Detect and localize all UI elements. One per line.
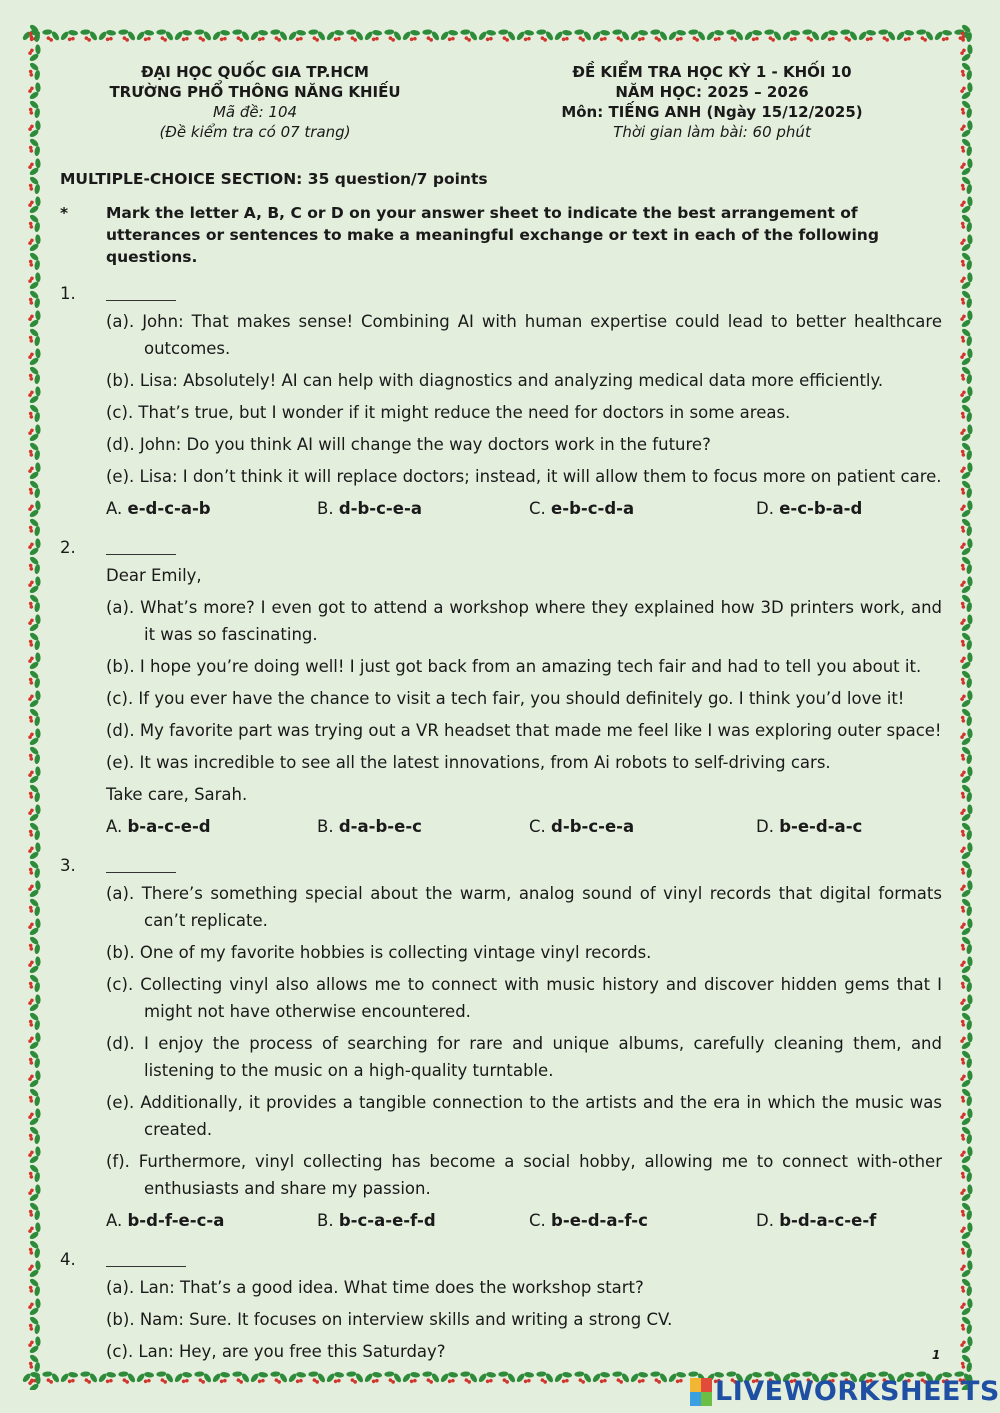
holly-sprig-icon [25, 1276, 43, 1299]
choice-b[interactable]: B. d-a-b-e-c [317, 817, 422, 836]
holly-sprig-icon [77, 1367, 100, 1386]
answer-choices [60, 495, 942, 522]
question-item: (d). John: Do you think AI will change the way doctors work in the future? [106, 435, 711, 454]
holly-sprig-icon [609, 1367, 632, 1386]
question-item: (e). It was incredible to see all the latest innovations, from Ai robots to self-driving cars. [106, 753, 831, 772]
holly-sprig-icon [957, 611, 976, 634]
liveworksheets-logo [690, 1376, 1000, 1407]
holly-sprig-icon [957, 535, 976, 558]
holly-sprig-icon [400, 1368, 423, 1386]
holly-sprig-icon [25, 801, 44, 824]
holly-sprig-icon [25, 1352, 43, 1375]
letter-greeting: Dear Emily, [106, 566, 202, 585]
holly-sprig-icon [957, 1124, 975, 1147]
holly-sprig-icon [856, 26, 879, 44]
holly-sprig-icon [115, 1367, 138, 1386]
holly-sprig-icon [25, 212, 43, 235]
holly-sprig-icon [742, 26, 765, 44]
holly-sprig-icon [96, 26, 119, 44]
holly-sprig-icon [267, 1367, 290, 1386]
holly-sprig-icon [957, 649, 976, 672]
holly-sprig-icon [25, 649, 44, 672]
holly-sprig-icon [957, 269, 976, 292]
holly-sprig-icon [25, 136, 43, 159]
holly-sprig-icon [957, 98, 975, 121]
holly-sprig-icon [25, 763, 44, 786]
holly-sprig-icon [134, 26, 157, 44]
holly-sprig-icon [957, 782, 975, 805]
answer-blank[interactable] [106, 1251, 186, 1267]
holly-sprig-icon [25, 41, 44, 64]
holly-sprig-icon [514, 26, 537, 44]
holly-sprig-icon [115, 25, 138, 44]
holly-sprig-icon [362, 1368, 385, 1386]
holly-sprig-icon [957, 383, 976, 406]
holly-sprig-icon [153, 25, 176, 44]
holly-sprig-icon [957, 155, 976, 178]
holly-sprig-icon [957, 326, 975, 349]
holly-sprig-icon [957, 24, 975, 45]
question-item: (b). I hope you’re doing well! I just got back from an amazing tech fair and had to tell you about it. [106, 657, 922, 676]
holly-sprig-icon [476, 1368, 499, 1386]
question-3 [60, 850, 942, 1234]
holly-sprig-icon [957, 117, 976, 140]
choice-d[interactable]: D. b-e-d-a-c [756, 817, 863, 836]
holly-sprig-icon [25, 516, 43, 539]
holly-sprig-icon [957, 1352, 975, 1375]
holly-sprig-icon [957, 516, 975, 539]
liveworksheets-wordmark: LIVEWORKSHEETS [715, 1376, 1000, 1407]
holly-sprig-icon [25, 1105, 44, 1128]
holly-sprig-icon [25, 326, 43, 349]
holly-sprig-icon [913, 25, 936, 44]
holly-sprig-icon [25, 611, 44, 634]
holly-sprig-icon [957, 1314, 975, 1337]
holly-sprig-icon [96, 1368, 119, 1386]
holly-sprig-icon [957, 250, 975, 273]
holly-sprig-icon [381, 1367, 404, 1386]
holly-sprig-icon [957, 1238, 975, 1261]
holly-sprig-icon [685, 25, 708, 44]
holly-sprig-icon [957, 364, 975, 387]
holly-sprig-icon [362, 26, 385, 44]
question-item: (c). If you ever have the chance to visit a tech fair, you should definitely go. I think you’d love it! [106, 689, 905, 708]
question-item: (c). Collecting vinyl also allows me to connect with music history and discover hidden gems that I might not have otherwise encountered. [106, 975, 942, 1021]
holly-sprig-icon [25, 24, 43, 45]
holly-sprig-icon [25, 1029, 44, 1052]
holly-sprig-icon [25, 60, 43, 83]
holly-sprig-icon [628, 1368, 651, 1386]
answer-blank[interactable] [106, 539, 176, 555]
holly-sprig-icon [780, 26, 803, 44]
question-number: 3. [60, 855, 76, 875]
choice-d[interactable]: D. e-c-b-a-d [756, 499, 863, 518]
question-2 [60, 532, 942, 840]
holly-sprig-icon [25, 725, 44, 748]
answer-blank[interactable] [106, 285, 176, 301]
holly-sprig-icon [957, 1010, 975, 1033]
holly-sprig-icon [957, 1067, 976, 1090]
question-item: (e). Additionally, it provides a tangible connection to the artists and the era in which the music was created. [106, 1093, 942, 1139]
holly-sprig-icon [957, 1162, 975, 1185]
page-number: 1 [932, 1348, 941, 1362]
holly-sprig-icon [25, 592, 43, 615]
holly-sprig-icon [419, 1367, 442, 1386]
holly-sprig-icon [957, 1048, 975, 1071]
holly-sprig-icon [957, 1029, 976, 1052]
question-number: 1. [60, 283, 76, 303]
university-name: ĐẠI HỌC QUỐC GIA TP.HCM [141, 63, 369, 81]
holly-sprig-icon [25, 706, 43, 729]
holly-sprig-icon [25, 1219, 44, 1242]
exam-code: Mã đề: 104 [212, 103, 298, 121]
holly-sprig-icon [25, 250, 43, 273]
holly-sprig-icon [723, 25, 746, 44]
holly-sprig-icon [495, 1367, 518, 1386]
holly-sprig-icon [25, 1333, 44, 1356]
holly-sprig-icon [957, 839, 976, 862]
holly-sprig-icon [894, 26, 917, 44]
holly-border-left [22, 24, 46, 1390]
holly-sprig-icon [957, 630, 975, 653]
holly-sprig-icon [25, 1371, 44, 1390]
holly-sprig-icon [609, 25, 632, 44]
answer-choices [60, 813, 942, 840]
holly-sprig-icon [25, 459, 44, 482]
holly-sprig-icon [25, 782, 43, 805]
holly-sprig-icon [25, 1200, 43, 1223]
holly-sprig-icon [77, 25, 100, 44]
holly-sprig-icon [957, 1200, 975, 1223]
instruction-marker: * [60, 204, 69, 222]
holly-sprig-icon [957, 934, 975, 957]
holly-sprig-icon [58, 1368, 81, 1386]
holly-sprig-icon [25, 744, 43, 767]
pages-note: (Đề kiểm tra có 07 trang) [159, 123, 351, 141]
holly-sprig-icon [704, 26, 727, 44]
holly-sprig-icon [957, 820, 975, 843]
holly-sprig-icon [957, 41, 976, 64]
holly-sprig-icon [25, 1314, 43, 1337]
choice-a[interactable]: A. b-d-f-e-c-a [106, 1211, 225, 1230]
question-item: (a). John: That makes sense! Combining AI with human expertise could lead to better healthcare outcomes. [106, 312, 942, 358]
holly-sprig-icon [305, 1367, 328, 1386]
holly-sprig-icon [438, 26, 461, 44]
exam-page [60, 58, 942, 1370]
instruction-text: Mark the letter A, B, C or D on your answer sheet to indicate the best arrangement of utterances or sentences to make a meaningful exchange or text in each of the following questions. [106, 204, 879, 266]
header-exam-block [522, 62, 902, 142]
holly-sprig-icon [25, 535, 44, 558]
holly-sprig-icon [25, 402, 43, 425]
holly-sprig-icon [25, 858, 43, 881]
holly-sprig-icon [25, 630, 43, 653]
holly-sprig-icon [666, 1368, 689, 1386]
holly-sprig-icon [25, 364, 43, 387]
holly-sprig-icon [25, 440, 43, 463]
question-item: (d). I enjoy the process of searching for rare and unique albums, carefully cleaning them, and listening to the music on a high-quality turntable. [106, 1034, 942, 1080]
holly-sprig-icon [957, 877, 976, 900]
header-school-block [70, 62, 440, 142]
answer-choices [60, 1207, 942, 1234]
holly-sprig-icon [25, 1124, 43, 1147]
holly-sprig-icon [25, 478, 43, 501]
holly-sprig-icon [400, 26, 423, 44]
question-item: (a). Lan: That’s a good idea. What time does the workshop start? [106, 1278, 644, 1297]
holly-sprig-icon [25, 934, 43, 957]
holly-sprig-icon [957, 991, 976, 1014]
holly-sprig-icon [571, 1367, 594, 1386]
holly-sprig-icon [286, 26, 309, 44]
holly-sprig-icon [25, 972, 43, 995]
holly-sprig-icon [957, 478, 975, 501]
holly-sprig-icon [25, 554, 43, 577]
exam-title: ĐỀ KIỂM TRA HỌC KỲ 1 - KHỐI 10 [572, 63, 852, 81]
holly-sprig-icon [495, 25, 518, 44]
holly-sprig-icon [25, 174, 43, 197]
holly-sprig-icon [324, 26, 347, 44]
question-item: (d). My favorite part was trying out a VR headset that made me feel like I was exploring outer space! [106, 721, 942, 740]
choice-a[interactable]: A. b-a-c-e-d [106, 817, 211, 836]
choice-d[interactable]: D. b-d-a-c-e-f [756, 1211, 877, 1230]
holly-sprig-icon [25, 98, 43, 121]
holly-sprig-icon [305, 25, 328, 44]
duration: Thời gian làm bài: 60 phút [613, 123, 811, 141]
question-item: (c). That’s true, but I wonder if it might reduce the need for doctors in some areas. [106, 403, 791, 422]
holly-sprig-icon [957, 1333, 976, 1356]
holly-sprig-icon [761, 25, 784, 44]
holly-sprig-icon [957, 972, 975, 995]
choice-c[interactable]: C. e-b-c-d-a [529, 499, 635, 518]
holly-sprig-icon [957, 440, 975, 463]
holly-sprig-icon [957, 554, 975, 577]
question-number: 4. [60, 1249, 76, 1269]
question-item: (b). One of my favorite hobbies is collecting vintage vinyl records. [106, 943, 652, 962]
holly-sprig-icon [25, 820, 43, 843]
holly-sprig-icon [957, 687, 976, 710]
instruction [60, 202, 942, 268]
holly-sprig-icon [343, 1367, 366, 1386]
holly-sprig-icon [286, 1368, 309, 1386]
holly-sprig-icon [957, 174, 975, 197]
holly-sprig-icon [957, 744, 975, 767]
holly-sprig-icon [837, 25, 860, 44]
holly-sprig-icon [533, 25, 556, 44]
holly-sprig-icon [957, 345, 976, 368]
holly-sprig-icon [457, 1367, 480, 1386]
holly-sprig-icon [25, 1181, 44, 1204]
choice-b[interactable]: B. d-b-c-e-a [317, 499, 422, 518]
holly-sprig-icon [25, 1257, 44, 1280]
choice-b[interactable]: B. b-c-a-e-f-d [317, 1211, 436, 1230]
holly-sprig-icon [957, 193, 976, 216]
answer-blank[interactable] [106, 857, 176, 873]
holly-sprig-icon [438, 1368, 461, 1386]
holly-sprig-icon [25, 288, 43, 311]
holly-sprig-icon [25, 193, 44, 216]
holly-sprig-icon [552, 1368, 575, 1386]
holly-sprig-icon [957, 1143, 976, 1166]
holly-sprig-icon [343, 25, 366, 44]
holly-sprig-icon [172, 26, 195, 44]
question-item: (b). Nam: Sure. It focuses on interview skills and writing a strong CV. [106, 1310, 673, 1329]
holly-sprig-icon [25, 383, 44, 406]
choice-c[interactable]: C. b-e-d-a-f-c [529, 1211, 648, 1230]
holly-sprig-icon [134, 1368, 157, 1386]
holly-sprig-icon [25, 231, 44, 254]
holly-sprig-icon [666, 26, 689, 44]
question-item: (a). There’s something special about the warm, analog sound of vinyl records that digital formats can’t replicate. [106, 884, 942, 930]
subject: Môn: TIẾNG ANH (Ngày 15/12/2025) [561, 103, 863, 121]
holly-sprig-icon [590, 1368, 613, 1386]
holly-sprig-icon [514, 1368, 537, 1386]
school-year: NĂM HỌC: 2025 – 2026 [615, 83, 809, 101]
holly-sprig-icon [957, 915, 976, 938]
holly-sprig-icon [957, 402, 975, 425]
holly-sprig-icon [172, 1368, 195, 1386]
holly-sprig-icon [25, 345, 44, 368]
holly-sprig-icon [25, 1086, 43, 1109]
question-item: (e). Lisa: I don’t think it will replace doctors; instead, it will allow them to focus more on patient care. [106, 467, 942, 486]
school-name: TRƯỜNG PHỔ THÔNG NĂNG KHIẾU [109, 83, 401, 101]
holly-sprig-icon [267, 25, 290, 44]
holly-sprig-icon [58, 26, 81, 44]
holly-sprig-icon [957, 1086, 975, 1109]
holly-sprig-icon [25, 953, 44, 976]
holly-sprig-icon [552, 26, 575, 44]
holly-sprig-icon [628, 26, 651, 44]
holly-sprig-icon [25, 421, 44, 444]
holly-sprig-icon [957, 79, 976, 102]
question-item: (a). What’s more? I even got to attend a workshop where they explained how 3D printers work, and it was so fascinating. [106, 598, 942, 644]
question-number: 2. [60, 537, 76, 557]
holly-sprig-icon [957, 497, 976, 520]
holly-sprig-icon [25, 915, 44, 938]
holly-sprig-icon [957, 592, 975, 615]
holly-sprig-icon [647, 1367, 670, 1386]
holly-sprig-icon [25, 117, 44, 140]
holly-sprig-icon [210, 26, 233, 44]
question-item: (c). Lan: Hey, are you free this Saturday? [106, 1342, 446, 1361]
holly-sprig-icon [25, 497, 44, 520]
holly-sprig-icon [25, 1238, 43, 1261]
holly-sprig-icon [25, 839, 44, 862]
holly-sprig-icon [25, 1162, 43, 1185]
holly-sprig-icon [153, 1367, 176, 1386]
section-title: MULTIPLE-CHOICE SECTION: 35 question/7 points [60, 170, 488, 188]
holly-sprig-icon [957, 421, 976, 444]
holly-sprig-icon [957, 953, 976, 976]
holly-sprig-icon [571, 25, 594, 44]
holly-sprig-icon [957, 668, 975, 691]
holly-border-right [954, 24, 978, 1390]
holly-sprig-icon [957, 1219, 976, 1242]
holly-sprig-icon [25, 269, 44, 292]
holly-sprig-icon [533, 1367, 556, 1386]
holly-sprig-icon [957, 896, 975, 919]
holly-sprig-icon [957, 1257, 976, 1280]
holly-sprig-icon [957, 801, 976, 824]
liveworksheets-logo-icon [690, 1378, 712, 1406]
holly-sprig-icon [191, 1367, 214, 1386]
holly-sprig-icon [476, 26, 499, 44]
holly-sprig-icon [957, 573, 976, 596]
question-item: (b). Lisa: Absolutely! AI can help with diagnostics and analyzing medical data more efficiently. [106, 371, 884, 390]
question-4 [60, 1244, 942, 1365]
holly-sprig-icon [191, 25, 214, 44]
holly-sprig-icon [957, 459, 976, 482]
holly-sprig-icon [957, 858, 975, 881]
holly-sprig-icon [957, 60, 975, 83]
holly-sprig-icon [419, 25, 442, 44]
holly-sprig-icon [799, 25, 822, 44]
holly-sprig-icon [324, 1368, 347, 1386]
holly-sprig-icon [957, 1181, 976, 1204]
holly-sprig-icon [957, 1105, 976, 1128]
holly-sprig-icon [647, 25, 670, 44]
holly-sprig-icon [957, 307, 976, 330]
holly-sprig-icon [957, 288, 975, 311]
holly-sprig-icon [957, 706, 975, 729]
holly-sprig-icon [957, 1295, 976, 1318]
holly-sprig-icon [229, 1367, 252, 1386]
holly-sprig-icon [590, 26, 613, 44]
holly-sprig-icon [957, 725, 976, 748]
holly-border-top [22, 24, 978, 48]
holly-sprig-icon [818, 26, 841, 44]
holly-sprig-icon [25, 155, 44, 178]
holly-sprig-icon [875, 25, 898, 44]
exam-header [60, 58, 942, 148]
holly-sprig-icon [248, 1368, 271, 1386]
holly-sprig-icon [457, 25, 480, 44]
holly-sprig-icon [957, 763, 976, 786]
question-1 [60, 278, 942, 522]
holly-sprig-icon [25, 668, 43, 691]
holly-sprig-icon [25, 573, 44, 596]
holly-sprig-icon [25, 896, 43, 919]
holly-sprig-icon [932, 26, 955, 44]
holly-sprig-icon [229, 25, 252, 44]
choice-c[interactable]: C. d-b-c-e-a [529, 817, 635, 836]
holly-sprig-icon [25, 1067, 44, 1090]
holly-sprig-icon [25, 1143, 44, 1166]
choice-a[interactable]: A. e-d-c-a-b [106, 499, 211, 518]
holly-sprig-icon [957, 1276, 975, 1299]
holly-sprig-icon [25, 1010, 43, 1033]
holly-sprig-icon [957, 212, 975, 235]
holly-sprig-icon [248, 26, 271, 44]
holly-sprig-icon [25, 991, 44, 1014]
holly-sprig-icon [381, 25, 404, 44]
holly-sprig-icon [25, 1295, 44, 1318]
holly-sprig-icon [25, 307, 44, 330]
holly-sprig-icon [210, 1368, 233, 1386]
holly-sprig-icon [25, 877, 44, 900]
holly-sprig-icon [25, 1048, 43, 1071]
holly-sprig-icon [957, 136, 975, 159]
letter-closing: Take care, Sarah. [106, 785, 248, 804]
holly-sprig-icon [25, 687, 44, 710]
holly-sprig-icon [957, 231, 976, 254]
holly-sprig-icon [25, 79, 44, 102]
question-item: (f). Furthermore, vinyl collecting has become a social hobby, allowing me to connect with-other enthusiasts and share my passion. [106, 1152, 942, 1198]
